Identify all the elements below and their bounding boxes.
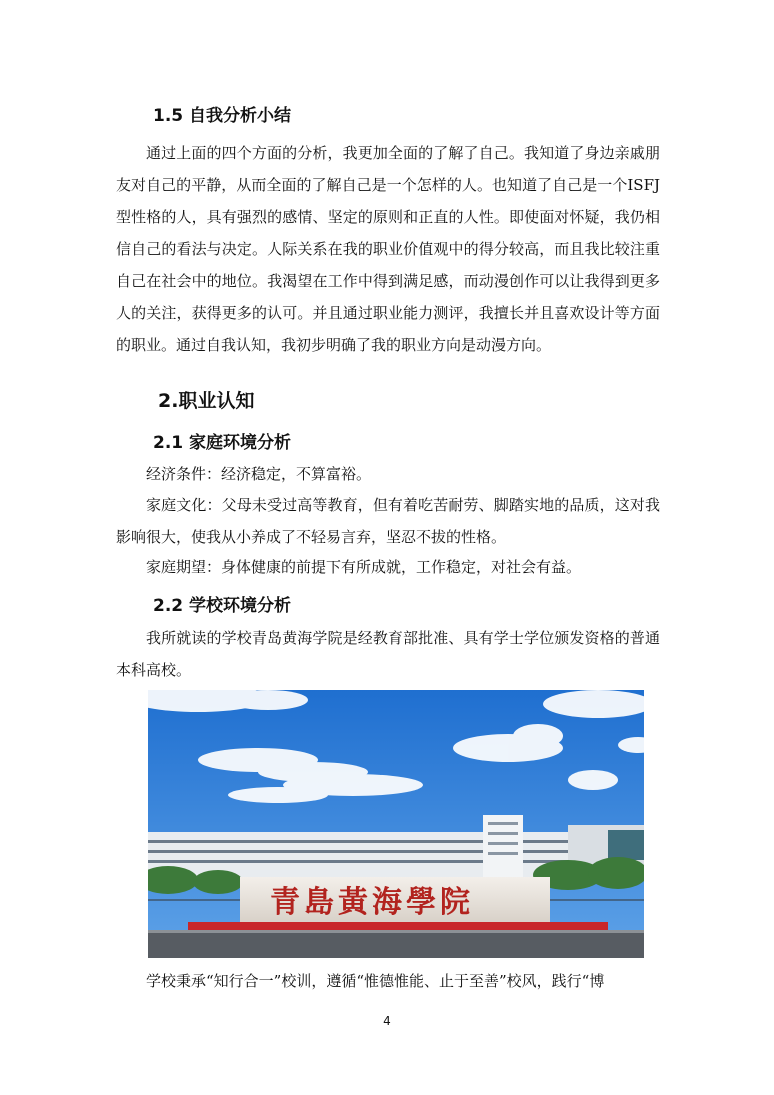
paragraph-self-analysis: 通过上面的四个方面的分析，我更加全面的了解了自己。我知道了身边亲戚朋友对自己的平静，从而全面的了解自己是一个怎样的人。也知道了自己是一个ISFJ 型性格的人，具有强烈的感情、坚定的原则和正直的人性。即使面对怀疑，我仍相信自己的看法与决定。人际关系在我的职业价值观中的得分较高，而且我比较注重自己在社会中的地位。我渴望在工作中得到满足感，而动漫创作可以让我得到更多人的关注，获得更多的认可。并且通过职业能力测评，我擅长并且喜欢设计等方面的职业。通过自我认知，我初步明确了我的职业方向是动漫方向。 [116,144,660,354]
sign-text: 青島黃海學院 [270,885,474,920]
heading-2: 2.职业认知 [158,390,255,412]
family-economy: 经济条件：经济稳定，不算富裕。 [146,465,372,483]
family-culture: 家庭文化：父母未受过高等教育，但有着吃苦耐劳、脚踏实地的品质，这对我影响很大，使我从小养成了不轻易言弃，坚忍不拔的性格。 [116,496,660,546]
heading-2-2: 2.2 学校环境分析 [153,596,292,616]
heading-2-1: 2.1 家庭环境分析 [153,433,292,453]
page-number: 4 [383,1014,391,1028]
school-motto-line: 学校秉承“知行合一”校训，遵循“惟德惟能、止于至善”校风，践行“博 [146,972,605,990]
school-gate-photo [148,690,644,958]
heading-1-5: 1.5 自我分析小结 [153,106,292,126]
family-expectation: 家庭期望：身体健康的前提下有所成就，工作稳定，对社会有益。 [146,558,582,576]
school-intro: 我所就读的学校青岛黄海学院是经教育部批准、具有学士学位颁发资格的普通本科高校。 [116,629,660,679]
